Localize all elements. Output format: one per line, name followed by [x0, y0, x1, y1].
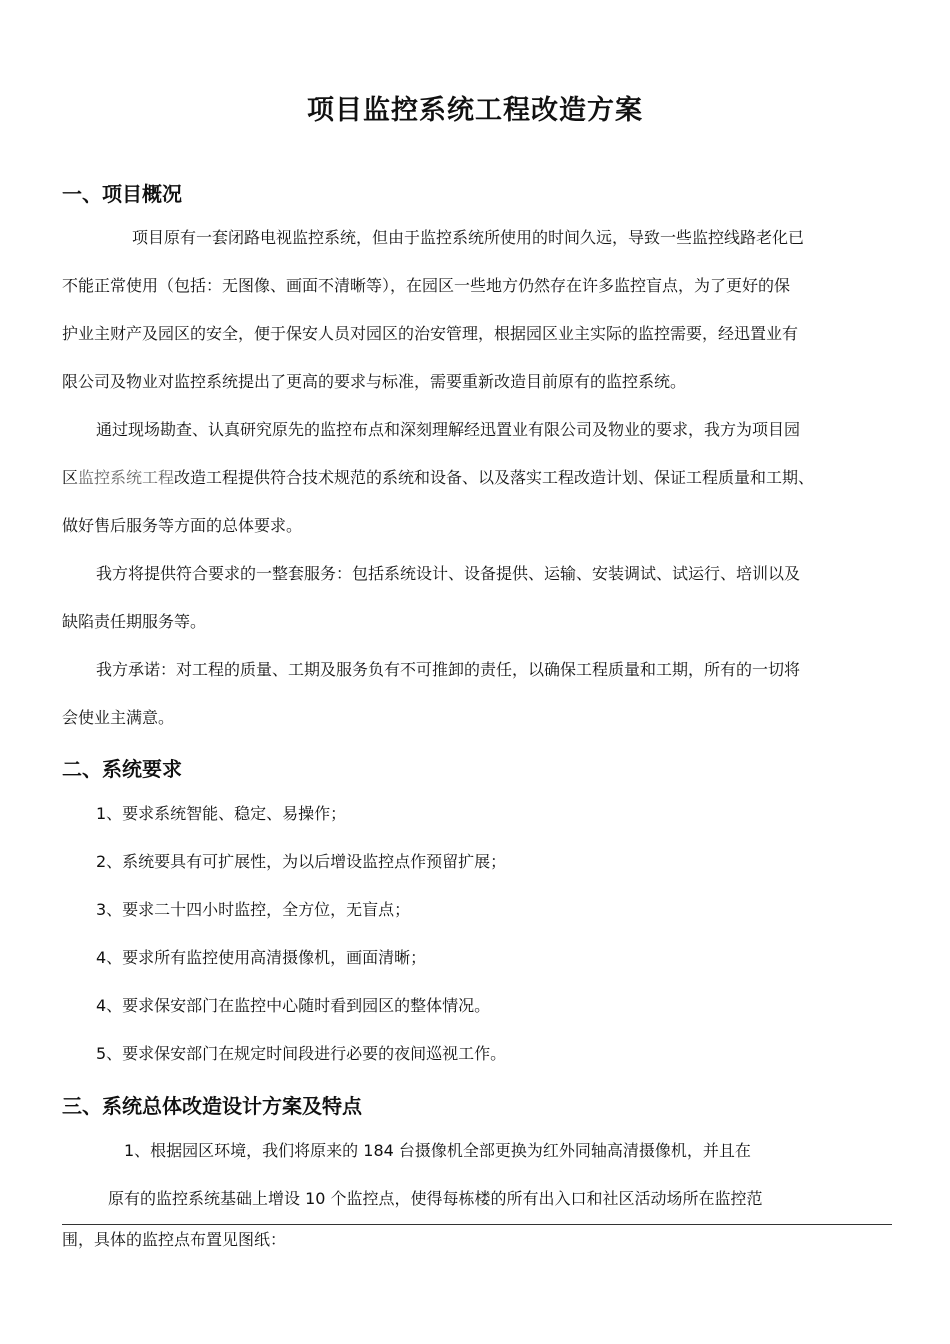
requirement-item-3: 3、要求二十四小时监控，全方位，无盲点； [96, 900, 411, 919]
section-2-heading: 二、系统要求 [62, 757, 182, 781]
requirement-item-2: 2、系统要具有可扩展性，为以后增设监控点作预留扩展； [96, 852, 507, 871]
requirement-item-1: 1、要求系统智能、稳定、易操作； [96, 804, 347, 823]
requirement-item-4: 4、要求所有监控使用高清摄像机，画面清晰； [96, 948, 427, 967]
s3-line-2: 原有的监控系统基础上增设 10 个监控点，使得每栋楼的所有出入口和社区活动场所在监控范 [108, 1189, 763, 1208]
s1-p4-line-1: 我方承诺：对工程的质量、工期及服务负有不可推卸的责任，以确保工程质量和工期，所有的一切将 [96, 660, 801, 679]
s1-p2-line-1: 通过现场勘查、认真研究原先的监控布点和深刻理解经迅置业有限公司及物业的要求，我方为项目园 [96, 420, 801, 439]
inline-link-text: 监控系统工程 [78, 468, 175, 487]
s1-p1-line-1: 项目原有一套闭路电视监控系统，但由于监控系统所使用的时间久远，导致一些监控线路老化已 [132, 228, 805, 247]
horizontal-rule [62, 1224, 892, 1225]
s3-line-3: 围，具体的监控点布置见图纸： [62, 1230, 287, 1249]
requirement-item-6: 5、要求保安部门在规定时间段进行必要的夜间巡视工作。 [96, 1044, 507, 1063]
section-1-heading: 一、项目概况 [62, 182, 182, 206]
s3-line-1: 1、根据园区环境，我们将原来的 184 台摄像机全部更换为红外同轴高清摄像机，并且在 [124, 1141, 751, 1160]
s1-p1-line-2: 不能正常使用（包括：无图像、画面不清晰等），在园区一些地方仍然存在许多监控盲点，为了更好的保 [62, 276, 791, 295]
s1-p3-line-1: 我方将提供符合要求的一整套服务：包括系统设计、设备提供、运输、安装调试、试运行、培训以及 [96, 564, 801, 583]
s1-p2-line-2-prefix: 区 [62, 468, 79, 487]
s1-p2-line-3: 做好售后服务等方面的总体要求。 [62, 516, 303, 535]
document-title: 项目监控系统工程改造方案 [307, 95, 643, 126]
requirement-item-5: 4、要求保安部门在监控中心随时看到园区的整体情况。 [96, 996, 491, 1015]
s1-p3-line-2: 缺陷责任期服务等。 [62, 612, 207, 631]
s1-p1-line-4: 限公司及物业对监控系统提出了更高的要求与标准，需要重新改造目前原有的监控系统。 [62, 372, 687, 391]
s1-p4-line-2: 会使业主满意。 [62, 708, 175, 727]
s1-p1-line-3: 护业主财产及园区的安全，便于保安人员对园区的治安管理，根据园区业主实际的监控需要，经迅置业有 [62, 324, 799, 343]
section-3-heading: 三、系统总体改造设计方案及特点 [62, 1094, 362, 1118]
s1-p2-line-2 [62, 465, 814, 488]
s1-p2-line-2-suffix: 改造工程提供符合技术规范的系统和设备、以及落实工程改造计划、保证工程质量和工期、 [174, 468, 815, 487]
